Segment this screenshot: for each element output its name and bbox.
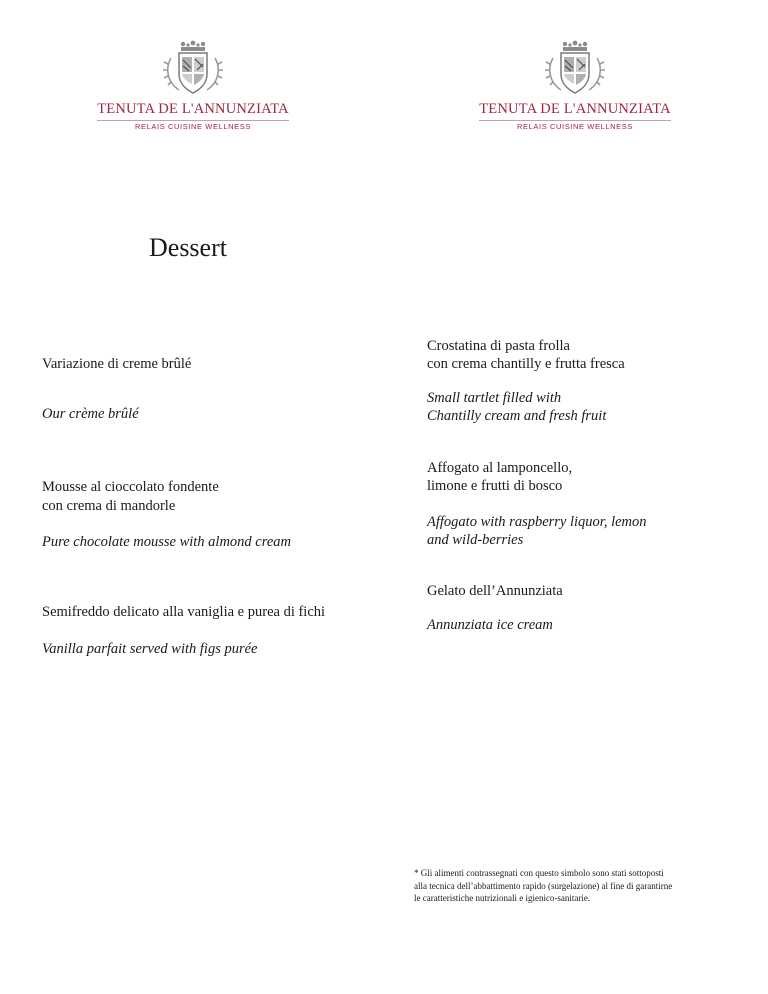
- brand-tagline: RELAIS CUISINE WELLNESS: [517, 122, 633, 131]
- dessert-right-2-italian-line2: limone e frutti di bosco: [427, 478, 563, 494]
- dessert-left-1-english: Our crème brûlé: [42, 406, 139, 422]
- dessert-right-1-english-line2: Chantilly cream and fresh fruit: [427, 408, 607, 424]
- brand-logo-left: [93, 40, 293, 131]
- footnote-line3: le caratteristiche nutrizionali e igienico-sanitarie.: [414, 893, 591, 903]
- dessert-left-2-english: Pure chocolate mousse with almond cream: [42, 534, 292, 550]
- dessert-right-1-italian-line1: Crostatina di pasta frolla: [427, 338, 570, 354]
- dessert-right-2-english-line1: Affogato with raspberry liquor, lemon: [427, 514, 647, 530]
- dessert-right-1-english-line1: Small tartlet filled with: [427, 390, 562, 406]
- coat-of-arms-icon: [161, 40, 225, 96]
- dessert-right-1-italian-line2: con crema chantilly e frutta fresca: [427, 356, 625, 372]
- brand-name: TENUTA DE L'ANNUNZIATA: [479, 101, 671, 121]
- dessert-right-3-english: Annunziata ice cream: [427, 617, 553, 633]
- dessert-left-3-italian: Semifreddo delicato alla vaniglia e purea di fichi: [42, 604, 326, 620]
- brand-tagline: RELAIS CUISINE WELLNESS: [135, 122, 251, 131]
- dessert-left-1-italian: Variazione di creme brûlé: [42, 356, 192, 372]
- dessert-left-2-italian-line1: Mousse al cioccolato fondente: [42, 479, 219, 495]
- dessert-left-2-italian-line2: con crema di mandorle: [42, 498, 176, 514]
- dessert-right-3-italian: Gelato dell’Annunziata: [427, 583, 563, 599]
- dessert-left-3-english: Vanilla parfait served with figs purée: [42, 641, 258, 657]
- brand-name: TENUTA DE L'ANNUNZIATA: [97, 101, 289, 121]
- dessert-right-2-english-line2: and wild-berries: [427, 532, 524, 548]
- footnote: [414, 867, 672, 905]
- footnote-line2: alla tecnica dell’abbattimento rapido (surgelazione) al fine di garantirne: [414, 880, 673, 891]
- brand-logo-right: [475, 40, 675, 131]
- page-title: Dessert: [149, 233, 227, 262]
- dessert-right-2-italian-line1: Affogato al lamponcello,: [427, 460, 573, 476]
- coat-of-arms-icon: [543, 40, 607, 96]
- footnote-line1: * Gli alimenti contrassegnati con questo simbolo sono stati sottoposti: [414, 868, 664, 878]
